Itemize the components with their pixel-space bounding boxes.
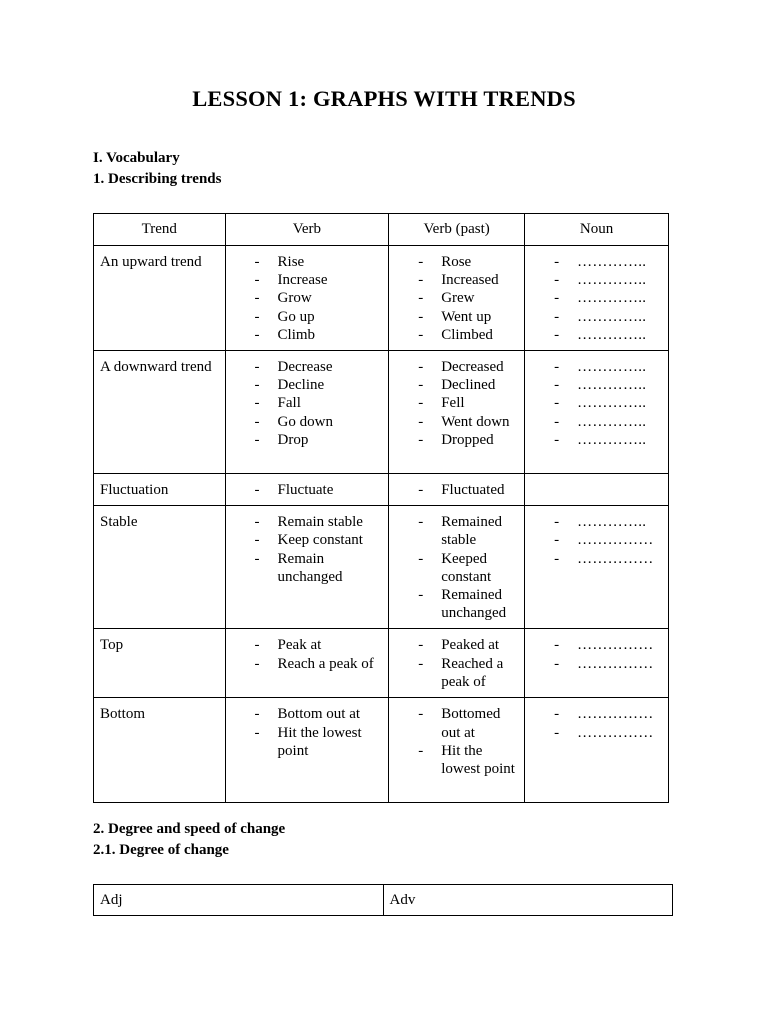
section-degree-speed-heading: 2. Degree and speed of change (93, 821, 286, 837)
noun-blank: - ………….. (525, 394, 668, 412)
table-row (94, 474, 669, 506)
list-item: - Climbed (389, 326, 524, 344)
verb-cell (225, 351, 389, 474)
verb-past-list (389, 629, 524, 697)
table-row (94, 629, 669, 698)
list-item: - Drop (226, 431, 389, 449)
table-row (94, 246, 669, 351)
trend-name-cell: A downward trend (94, 351, 226, 474)
list-item: - Rise (226, 253, 389, 271)
noun-blank: - …………… (525, 724, 668, 742)
list-item: - Climb (226, 326, 389, 344)
header-verb-past: Verb (past) (389, 214, 525, 246)
list-item: - Keeped constant (389, 550, 524, 586)
list-item: - Grow (226, 289, 389, 307)
noun-list (525, 506, 668, 574)
noun-list (525, 698, 668, 747)
noun-blank: - ………….. (525, 431, 668, 449)
noun-cell (525, 351, 669, 474)
list-item: - Went down (389, 413, 524, 431)
trend-name-cell: Bottom (94, 698, 226, 803)
header-noun: Noun (525, 214, 669, 246)
verb-past-cell (389, 629, 525, 698)
noun-blank: - ………….. (525, 513, 668, 531)
verb-list (226, 474, 389, 505)
list-item: - Remain unchanged (226, 550, 389, 586)
list-item: - Remained stable (389, 513, 524, 549)
noun-blank: - …………… (525, 550, 668, 568)
list-item: - Peak at (226, 636, 389, 654)
verb-list (226, 351, 389, 455)
noun-blank: - …………… (525, 655, 668, 673)
noun-blank: - ………….. (525, 326, 668, 344)
section-describing-trends-heading: 1. Describing trends (93, 171, 222, 187)
verb-past-list (389, 506, 524, 628)
verb-past-cell (389, 506, 525, 629)
table-row (94, 885, 673, 916)
list-item: - Peaked at (389, 636, 524, 654)
noun-blank: - …………… (525, 531, 668, 549)
list-item: - Decreased (389, 358, 524, 376)
list-item: - Decline (226, 376, 389, 394)
list-item: - Go up (226, 308, 389, 326)
noun-blank: - ………….. (525, 376, 668, 394)
trend-name-cell: Top (94, 629, 226, 698)
describing-trends-table (93, 213, 669, 803)
list-item: - Hit the lowest point (389, 742, 524, 778)
section-degree-of-change-heading: 2.1. Degree of change (93, 842, 229, 858)
list-item: - Hit the lowest point (226, 724, 389, 760)
page-title: LESSON 1: GRAPHS WITH TRENDS (192, 86, 576, 111)
verb-past-cell (389, 698, 525, 803)
verb-past-list (389, 698, 524, 784)
list-item: - Declined (389, 376, 524, 394)
verb-list (226, 629, 389, 678)
verb-cell (225, 698, 389, 803)
trend-name-cell: Stable (94, 506, 226, 629)
section-vocabulary-heading: I. Vocabulary (93, 150, 180, 166)
list-item: - Went up (389, 308, 524, 326)
noun-cell (525, 246, 669, 351)
noun-cell (525, 629, 669, 698)
noun-blank: - …………… (525, 705, 668, 723)
list-item: - Decrease (226, 358, 389, 376)
list-item: - Rose (389, 253, 524, 271)
list-item: - Increased (389, 271, 524, 289)
table-row (94, 698, 669, 803)
degree-of-change-table (93, 884, 673, 916)
noun-cell (525, 474, 669, 506)
verb-past-cell (389, 474, 525, 506)
list-item: - Increase (226, 271, 389, 289)
verb-cell (225, 506, 389, 629)
list-item: - Dropped (389, 431, 524, 449)
header-trend: Trend (94, 214, 226, 246)
list-item: - Fluctuated (389, 481, 524, 499)
list-item: - Remained unchanged (389, 586, 524, 622)
noun-list (525, 246, 668, 350)
trend-name-cell: Fluctuation (94, 474, 226, 506)
verb-past-list (389, 474, 524, 505)
table-row (94, 506, 669, 629)
table-header-row (94, 214, 669, 246)
verb-list (226, 246, 389, 350)
header-verb: Verb (225, 214, 389, 246)
verb-past-list (389, 351, 524, 455)
verb-cell (225, 474, 389, 506)
noun-blank: - ………….. (525, 289, 668, 307)
list-item: - Reach a peak of (226, 655, 389, 673)
noun-list (525, 629, 668, 678)
list-item: - Reached a peak of (389, 655, 524, 691)
trend-name-cell: An upward trend (94, 246, 226, 351)
verb-list (226, 698, 389, 766)
noun-blank: - ………….. (525, 358, 668, 376)
noun-blank: - ………….. (525, 271, 668, 289)
noun-blank: - ………….. (525, 413, 668, 431)
list-item: - Grew (389, 289, 524, 307)
verb-past-cell (389, 351, 525, 474)
noun-cell (525, 698, 669, 803)
header-adv: Adv (383, 885, 673, 916)
noun-blank: - …………… (525, 636, 668, 654)
list-item: - Fell (389, 394, 524, 412)
verb-cell (225, 629, 389, 698)
list-item: - Fall (226, 394, 389, 412)
verb-past-list (389, 246, 524, 350)
list-item: - Bottomed out at (389, 705, 524, 741)
verb-cell (225, 246, 389, 351)
verb-list (226, 506, 389, 592)
list-item: - Keep constant (226, 531, 389, 549)
table-row (94, 351, 669, 474)
list-item: - Remain stable (226, 513, 389, 531)
noun-cell (525, 506, 669, 629)
noun-blank: - ………….. (525, 253, 668, 271)
verb-past-cell (389, 246, 525, 351)
noun-blank: - ………….. (525, 308, 668, 326)
list-item: - Bottom out at (226, 705, 389, 723)
header-adj: Adj (94, 885, 384, 916)
list-item: - Fluctuate (226, 481, 389, 499)
noun-list (525, 351, 668, 455)
list-item: - Go down (226, 413, 389, 431)
